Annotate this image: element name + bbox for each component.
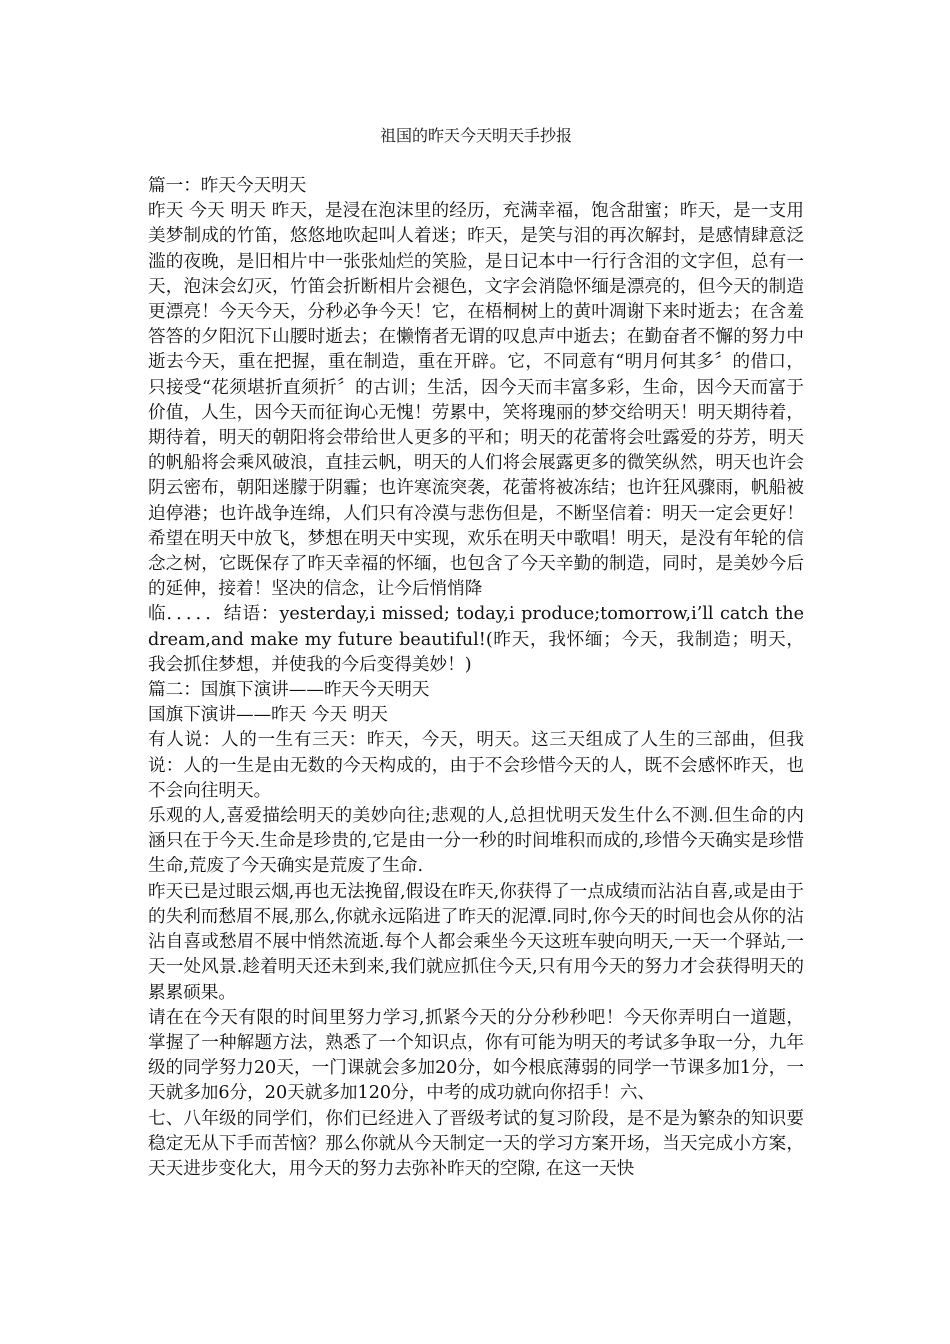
- section-2-heading: 篇二：国旗下演讲——昨天今天明天: [148, 680, 430, 701]
- section-2-subheading: 国旗下演讲——昨天 今天 明天: [148, 705, 388, 726]
- section-1-heading: 篇一：昨天今天明天: [148, 176, 307, 196]
- section-1-paragraph: 昨天 今天 明天 昨天，是浸在泡沫里的经历，充满幸福，饱含甜蜜；昨天，是一支用美梦制成的竹笛，悠悠地吹起叫人着迷；昨天，是笑与泪的再次解封，是感情肆意泛滥的夜晚，是旧相片中一张张灿烂的笑脸，是日记本中一行行含泪的文字但，总有一天，泡沫会幻灭，竹笛会折断相片会褪色，文字会消隐怀缅是漂亮的，但今天的制造更漂亮！今天今天，分秒必争今天！它，在梧桐树上的黄叶凋谢下来时逝去；在含羞答答的夕阳沉下山腰时逝去；在懒惰者无谓的叹息声中逝去；在勤奋者不懈的努力中逝去今天，重在把握，重在制造，重在开辟。它，不同意有“明月何其多〞的借口，只接受“花须堪折直须折〞的古训；生活，因今天而丰富多彩，生命，因今天而富于价值，人生，因今天而征询心无愧！劳累中，笑将瑰丽的梦交给明天！明天期待着，期待着，明天的朝阳将会带给世人更多的平和；明天的花蕾将会吐露爱的芬芳，明天的帆船将会乘风破浪，直挂云帆，明天的人们将会展露更多的微笑纵然，明天也许会阴云密布，朝阳迷朦于阴霾；也许寒流突袭，花蕾将被冻结；也许狂风骤雨，帆船被迫停港；也许战争连绵，人们只有冷漠与悲伤但是，不断坚信着：明天一定会更好！希望在明天中放飞，梦想在明天中实现，欢乐在明天中歌唱！明天，是没有年轮的信念之树，它既保存了昨天幸福的怀缅，也包含了今天辛勤的制造，同时，是美妙今后的延伸，接着！坚决的信念，让今后悄悄降: [148, 201, 804, 600]
- section-2-paragraph: 有人说：人的一生有三天：昨天，今天，明天。这三天组成了人生的三部曲，但我说：人的一生是由无数的今天构成的，由于不会珍惜今天的人，既不会感怀昨天，也不会向往明天。: [148, 730, 804, 801]
- document-body: [148, 174, 804, 1182]
- section-2-paragraph: 乐观的人,喜爱描绘明天的美妙向往;悲观的人,总担忧明天发生什么不测.但生命的内涵只在于今天.生命是珍贵的,它是由一分一秒的时间堆积而成的,珍惜今天确实是珍惜生命,荒废了今天确实是荒废了生命.: [148, 806, 804, 877]
- section-2-paragraph: 请在在今天有限的时间里努力学习,抓紧今天的分分秒秒吧！今天你弄明白一道题，掌握了一种解题方法，熟悉了一个知识点，你有可能为明天的考试多争取一分，九年级的同学努力20天，一门课就会多加20分，如今根底薄弱的同学一节课多加1分，一天就多加6分，20天就多加120分，中考的成功就向你招手！六、: [148, 1007, 804, 1104]
- section-2-paragraph: 七、八年级的同学们，你们已经进入了晋级考试的复习阶段，是不是为繁杂的知识要稳定无从下手而苦恼？那么你就从今天制定一天的学习方案开场，当天完成小方案，天天进步变化大，用今天的努力去弥补昨天的空隙, 在这一天快: [148, 1108, 804, 1179]
- document-title: 祖国的昨天今天明天手抄报: [379, 126, 572, 145]
- section-2-paragraph: 昨天已是过眼云烟,再也无法挽留,假设在昨天,你获得了一点成绩而沾沾自喜,或是由于的失利而愁眉不展,那么,你就永远陷进了昨天的泥潭.同时,你今天的时间也会从你的沾沾自喜或愁眉不展中悄然流逝.每个人都会乘坐今天这班车驶向明天,一天一个驿站,一天一处风景.趁着明天还未到来,我们就应抓住今天,只有用今天的努力才会获得明天的累累硕果。: [148, 881, 804, 1003]
- section-1-paragraph-conclusion: 临．．．．．结语：yesterday,i missed; today,i produce;tomorrow,i’ll catch the dream,and make my future beautiful!(昨天，我怀缅；今天，我制造；明天，我会抓住梦想，并使我的今后变得美妙！): [148, 604, 804, 675]
